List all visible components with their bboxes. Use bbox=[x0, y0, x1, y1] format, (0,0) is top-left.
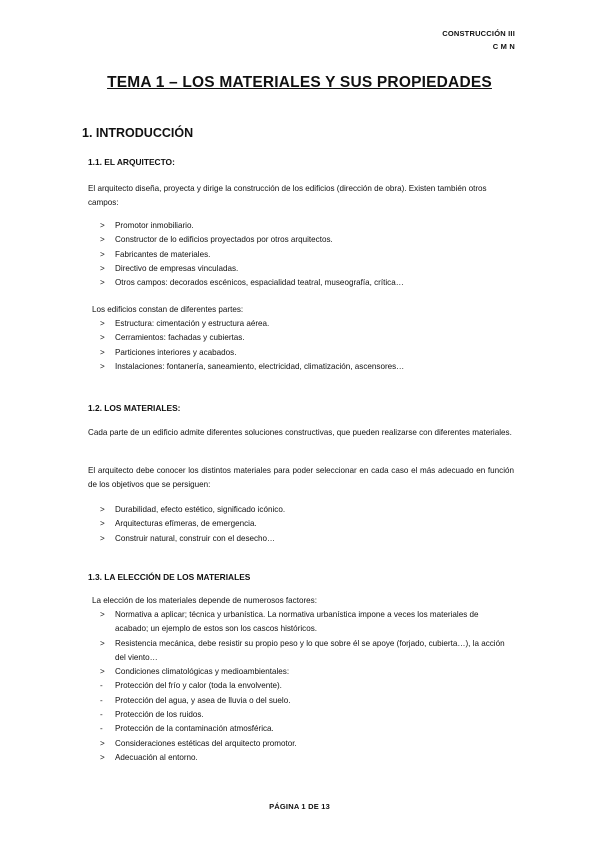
list-item bbox=[100, 751, 514, 765]
list-item bbox=[100, 737, 514, 751]
bullet-marker: > bbox=[100, 519, 105, 529]
list-item-text: Durabilidad, efecto estético, significado icónico. bbox=[115, 505, 286, 514]
list-item-text: Protección de la contaminación atmosférica. bbox=[115, 724, 274, 734]
list-item bbox=[100, 665, 514, 679]
list-item bbox=[100, 694, 514, 708]
page-header bbox=[442, 27, 515, 53]
list-item bbox=[100, 331, 514, 345]
list-item-text: Instalaciones: fontanería, saneamiento, electricidad, climatización, ascensores… bbox=[115, 361, 405, 371]
list-item bbox=[100, 317, 514, 331]
list-item bbox=[100, 532, 514, 546]
document-title: TEMA 1 – LOS MATERIALES Y SUS PROPIEDADES bbox=[107, 74, 492, 91]
list-item-text: Consideraciones estéticas del arquitecto promotor. bbox=[115, 738, 297, 748]
list-item bbox=[100, 708, 514, 722]
paragraph-materiales-1: Cada parte de un edificio admite diferentes soluciones constructivas, que pueden realizarse con diferentes materiales. bbox=[88, 428, 512, 437]
bullet-marker: > bbox=[100, 347, 105, 357]
list-partes bbox=[100, 317, 514, 374]
bullet-marker: > bbox=[100, 278, 105, 288]
list-item bbox=[100, 219, 514, 233]
bullet-marker: > bbox=[100, 235, 105, 245]
list-item-text: Constructor de lo edificios proyectados por otros arquitectos. bbox=[115, 235, 333, 245]
list-item bbox=[100, 517, 514, 531]
list-item bbox=[100, 360, 514, 374]
list-item-text: Resistencia mecánica, debe resistir su propio peso y lo que sobre él se apoye (forjado, cubierta…), la acción del viento… bbox=[115, 638, 505, 662]
list-item-text: Otros campos: decorados escénicos, espacialidad teatral, museografía, crítica… bbox=[115, 278, 404, 288]
list-item bbox=[100, 346, 514, 360]
bullet-marker: > bbox=[100, 361, 105, 371]
bullet-marker: > bbox=[100, 263, 105, 273]
list-item-text: Directivo de empresas vinculadas. bbox=[115, 263, 239, 273]
list-item bbox=[100, 608, 514, 637]
list-item-text: Promotor inmobiliario. bbox=[115, 221, 194, 230]
list-item-text: Cerramientos: fachadas y cubiertas. bbox=[115, 333, 245, 343]
course-name: CONSTRUCCIÓN III bbox=[442, 29, 515, 38]
bullet-marker: - bbox=[100, 724, 103, 734]
paragraph-materiales-2: El arquitecto debe conocer los distintos materiales para poder seleccionar en cada caso el más adecuado en función de los objetivos que se persiguen: bbox=[88, 466, 514, 489]
list-item-text: Arquitecturas efímeras, de emergencia. bbox=[115, 519, 257, 529]
subsection-heading-materiales: 1.2. LOS MATERIALES: bbox=[88, 403, 181, 413]
list-item bbox=[100, 262, 514, 276]
list-item bbox=[100, 233, 514, 247]
subsection-heading-eleccion: 1.3. LA ELECCIÓN DE LOS MATERIALES bbox=[88, 572, 251, 582]
bullet-marker: > bbox=[100, 638, 105, 648]
subsection-heading-arquitecto: 1.1. EL ARQUITECTO: bbox=[88, 157, 175, 167]
list-item-text: Normativa a aplicar; técnica y urbanística. La normativa urbanística impone a veces los materiales de acabado; un ejemplo de estos son los cascos históricos. bbox=[115, 610, 479, 634]
bullet-marker: - bbox=[100, 681, 103, 691]
list-objetivos bbox=[100, 503, 514, 546]
paragraph-eleccion-intro: La elección de los materiales depende de numerosos factores: bbox=[92, 596, 317, 605]
bullet-marker: > bbox=[100, 752, 105, 762]
list-item-text: Particiones interiores y acabados. bbox=[115, 347, 237, 357]
bullet-marker: > bbox=[100, 249, 105, 259]
list-item bbox=[100, 722, 514, 736]
bullet-marker: > bbox=[100, 333, 105, 343]
paragraph-partes-intro: Los edificios constan de diferentes partes: bbox=[92, 305, 244, 314]
list-item bbox=[100, 503, 514, 517]
paragraph-arquitecto-intro: El arquitecto diseña, proyecta y dirige la construcción de los edificios (dirección de obra). Existen también otros campos: bbox=[88, 184, 487, 207]
list-item-text: Protección de los ruidos. bbox=[115, 710, 204, 720]
bullet-marker: > bbox=[100, 505, 105, 514]
bullet-marker: > bbox=[100, 221, 105, 230]
list-item-text: Protección del agua, y asea de lluvia o del suelo. bbox=[115, 695, 291, 705]
bullet-marker: - bbox=[100, 710, 103, 720]
list-campos bbox=[100, 219, 514, 290]
bullet-marker: > bbox=[100, 533, 105, 543]
author-initials: C M N bbox=[492, 42, 515, 51]
list-item-text: Condiciones climatológicas y medioambientales: bbox=[115, 667, 290, 677]
list-item-text: Fabricantes de materiales. bbox=[115, 249, 211, 259]
list-item bbox=[100, 276, 514, 290]
bullet-marker: > bbox=[100, 610, 105, 619]
list-item-text: Protección del frío y calor (toda la envolvente). bbox=[115, 681, 282, 691]
list-item bbox=[100, 248, 514, 262]
list-item-text: Estructura: cimentación y estructura aérea. bbox=[115, 319, 270, 328]
list-item bbox=[100, 637, 514, 666]
list-item bbox=[100, 679, 514, 693]
bullet-marker: > bbox=[100, 319, 105, 328]
list-item-text: Adecuación al entorno. bbox=[115, 752, 198, 762]
bullet-marker: > bbox=[100, 667, 105, 677]
section-heading-introduccion: 1. INTRODUCCIÓN bbox=[82, 126, 194, 140]
page-number: PÁGINA 1 DE 13 bbox=[269, 802, 330, 811]
list-factores bbox=[100, 608, 514, 765]
bullet-marker: > bbox=[100, 738, 105, 748]
bullet-marker: - bbox=[100, 695, 103, 705]
list-item-text: Construir natural, construir con el desecho… bbox=[115, 533, 276, 543]
